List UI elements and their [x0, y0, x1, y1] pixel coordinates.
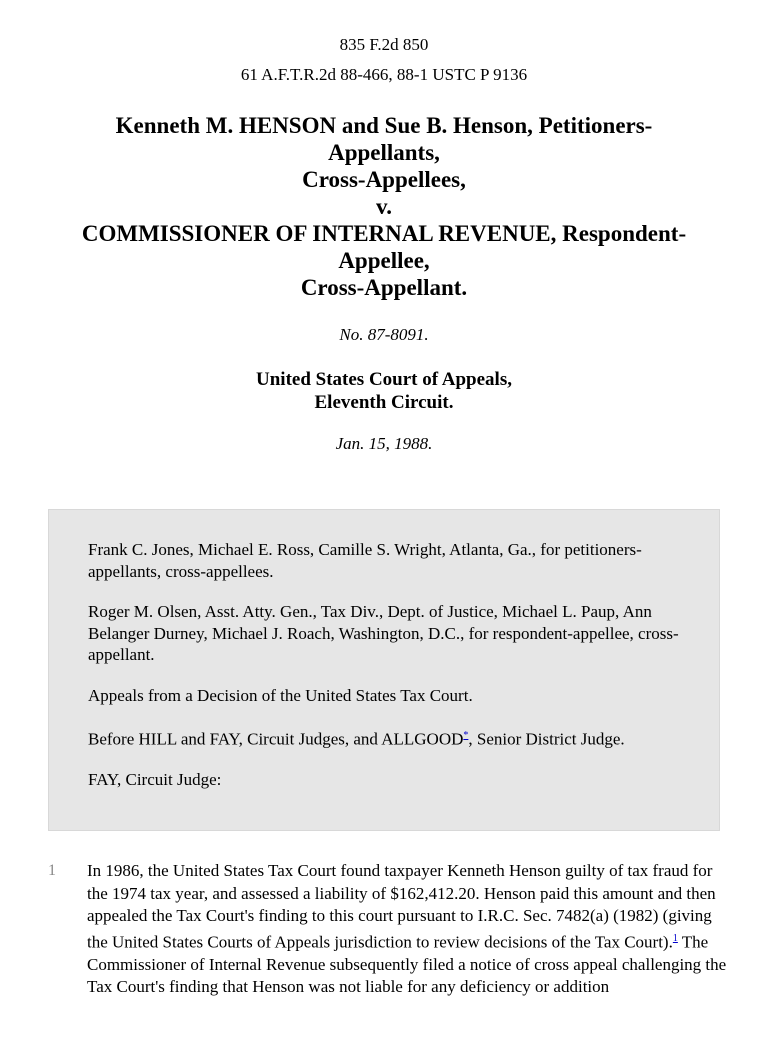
paragraph-number: 1: [48, 862, 56, 879]
citation-tax-reporter: 61 A.F.T.R.2d 88-466, 88-1 USTC P 9136: [240, 65, 528, 84]
court-name-line: United States Court of Appeals,: [256, 369, 512, 390]
footnote-star-link[interactable]: *: [463, 730, 469, 741]
paragraph-text: [87, 860, 728, 999]
judges-before-text: Before HILL and FAY, Circuit Judges, and ALLGOOD: [88, 729, 464, 749]
case-title-line: v.: [376, 194, 392, 219]
opinion-paragraph: [48, 860, 728, 999]
decision-date: Jan. 15, 1988.: [335, 434, 433, 453]
case-title-line: Appellee,: [338, 248, 430, 273]
case-title-line: Appellants,: [328, 140, 440, 165]
paragraph-text-part: The Commissioner of Internal Revenue subsequently filed a notice of cross appeal challenging the Tax Court's finding that Henson was not liable for any deficiency or addition: [87, 932, 727, 997]
case-header-panel: [48, 509, 720, 831]
appeal-from: Appeals from a Decision of the United States Tax Court.: [88, 685, 473, 705]
counsel-respondent: Roger M. Olsen, Asst. Atty. Gen., Tax Div., Dept. of Justice, Michael L. Paup, Ann Belanger Durney, Michael J. Roach, Washington, D.C., for respondent-appellee, cross-appellant.: [88, 602, 679, 664]
case-title-line: Cross-Appellees,: [302, 167, 466, 192]
citation-reporter: 835 F.2d 850: [339, 35, 429, 54]
counsel-petitioners: Frank C. Jones, Michael E. Ross, Camille S. Wright, Atlanta, Ga., for petitioners-appellants, cross-appellees.: [88, 540, 642, 581]
judges-before-suffix: , Senior District Judge.: [468, 729, 625, 749]
judges-before: [88, 725, 683, 750]
court-circuit-line: Eleventh Circuit.: [314, 392, 454, 413]
opinion-author: FAY, Circuit Judge:: [88, 770, 222, 790]
case-title-line: Kenneth M. HENSON and Sue B. Henson, Petitioners-: [115, 113, 653, 138]
court-name: [0, 368, 768, 414]
case-title-line: Cross-Appellant.: [300, 275, 468, 300]
case-title: [52, 112, 716, 301]
case-title-line: COMMISSIONER OF INTERNAL REVENUE, Respondent-: [81, 221, 687, 246]
paragraph-text-part: In 1986, the United States Tax Court found taxpayer Kenneth Henson guilty of tax fraud for the 1974 tax year, and assessed a liability of $162,412.20. Henson paid this amount and then appealed the Tax Court's finding to this court pursuant to I.R.C. Sec. 7482(a) (1982) (giving the United States Courts of Appeals jurisdiction to review decisions of the Tax Court).: [87, 861, 716, 952]
footnote-1-link[interactable]: 1: [672, 932, 678, 944]
docket-number: No. 87-8091.: [339, 325, 429, 344]
